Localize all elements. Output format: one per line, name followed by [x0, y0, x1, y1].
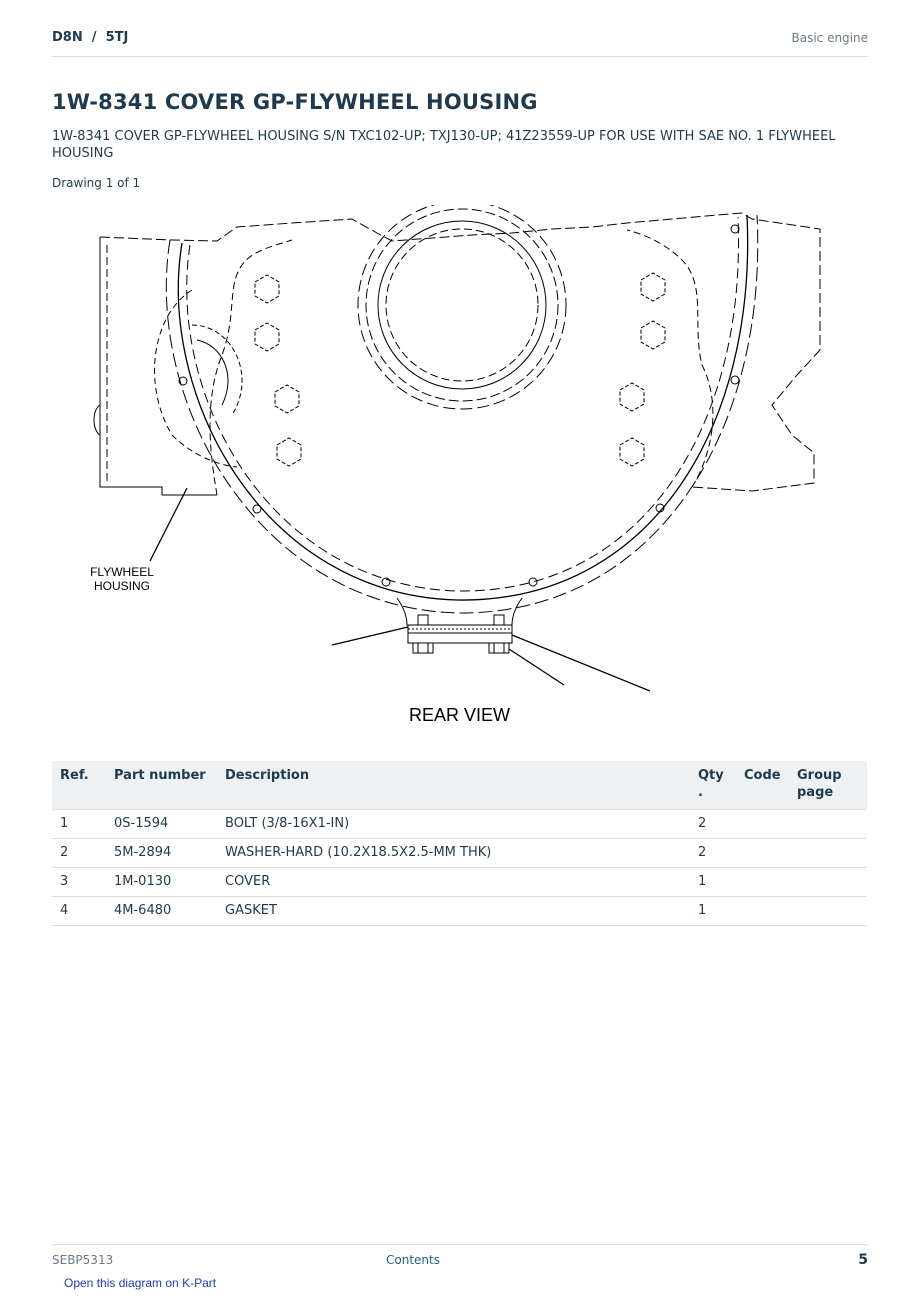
section-name: Basic engine [791, 31, 868, 45]
table-row [52, 810, 867, 839]
flywheel-housing-label: FLYWHEEL HOUSING [90, 565, 154, 593]
table-row [52, 868, 867, 897]
page-subtitle: 1W-8341 COVER GP-FLYWHEEL HOUSING S/N TXC102-UP; TXJ130-UP; 41Z23559-UP FOR USE WITH SAE NO. 1 FLYWHEEL HOUSING [52, 129, 836, 161]
col-part-number: Part number [106, 761, 217, 810]
cell-group-page [789, 897, 867, 926]
rear-view-label: REAR VIEW [408, 705, 510, 725]
cell-description: BOLT (3/8-16X1-IN) [217, 810, 690, 839]
table-row [52, 897, 867, 926]
table-row [52, 839, 867, 868]
parts-diagram [52, 205, 867, 735]
cell-qty: 2 [690, 810, 736, 839]
cell-description: COVER [217, 868, 690, 897]
page-footer [52, 1244, 868, 1271]
model-breadcrumb: D8N / 5TJ [52, 30, 129, 45]
cell-description: GASKET [217, 897, 690, 926]
kpart-link[interactable]: Open this diagram on K-Part [64, 1276, 217, 1290]
document-id: SEBP5313 [52, 1253, 114, 1267]
col-description: Description [217, 761, 690, 810]
page-header [52, 28, 868, 57]
cell-qty: 1 [690, 868, 736, 897]
cell-part-number: 4M-6480 [106, 897, 217, 926]
cell-code [736, 810, 789, 839]
cell-description: WASHER-HARD (10.2X18.5X2.5-MM THK) [217, 839, 690, 868]
cell-code [736, 868, 789, 897]
cell-group-page [789, 810, 867, 839]
cell-ref: 1 [52, 810, 106, 839]
cell-ref: 3 [52, 868, 106, 897]
cell-part-number: 5M-2894 [106, 839, 217, 868]
page-number: 5 [858, 1252, 868, 1268]
table-header-row [52, 761, 867, 810]
cell-part-number: 1M-0130 [106, 868, 217, 897]
col-ref: Ref. [52, 761, 106, 810]
cell-code [736, 839, 789, 868]
cell-group-page [789, 868, 867, 897]
cell-qty: 1 [690, 897, 736, 926]
cell-part-number: 0S-1594 [106, 810, 217, 839]
flywheel-housing-drawing [52, 205, 867, 735]
col-code: Code [736, 761, 789, 810]
cell-qty: 2 [690, 839, 736, 868]
col-group-page: Group page [789, 761, 867, 810]
page-title: 1W-8341 COVER GP-FLYWHEEL HOUSING [52, 90, 538, 114]
cell-code [736, 897, 789, 926]
cell-ref: 2 [52, 839, 106, 868]
cell-ref: 4 [52, 897, 106, 926]
contents-link[interactable]: Contents [386, 1253, 440, 1267]
drawing-count: Drawing 1 of 1 [52, 176, 141, 190]
col-qty: Qty . [690, 761, 736, 810]
cell-group-page [789, 839, 867, 868]
parts-table [52, 761, 867, 926]
